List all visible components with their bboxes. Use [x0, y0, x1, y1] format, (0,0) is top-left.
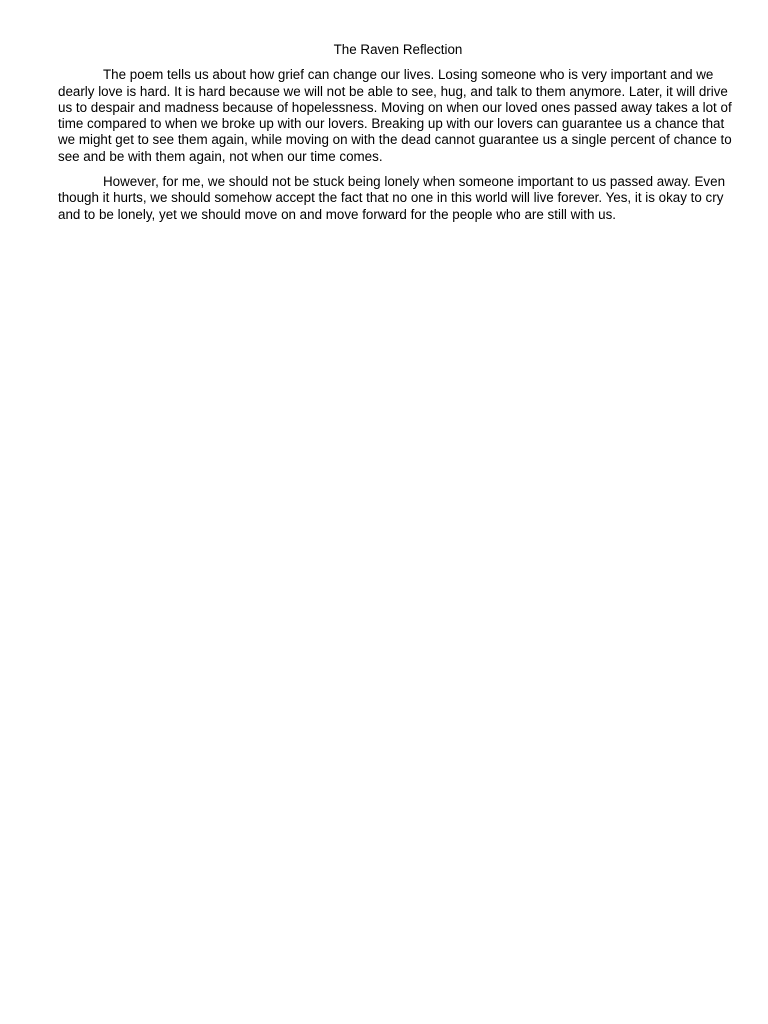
paragraph-1: The poem tells us about how grief can change our lives. Losing someone who is very important and we dearly love is hard. It is hard because we will not be able to see, hug, and talk to them anymore. Later, it will drive us to despair and madness because of hopelessness. Moving on when our loved ones passed away takes a lot of time compared to when we broke up with our lovers. Breaking up with our lovers can guarantee us a chance that we might get to see them again, while moving on with the dead cannot guarantee us a single percent of chance to see and be with them again, not when our time comes.: [58, 67, 732, 164]
document-title: The Raven Reflection: [333, 42, 463, 57]
document-page: [58, 42, 738, 232]
paragraph-2: However, for me, we should not be stuck being lonely when someone important to us passed away. Even though it hurts, we should somehow accept the fact that no one in this world will live forever. Yes, it is okay to cry and to be lonely, yet we should move on and move forward for the people who are still with us.: [58, 174, 726, 222]
